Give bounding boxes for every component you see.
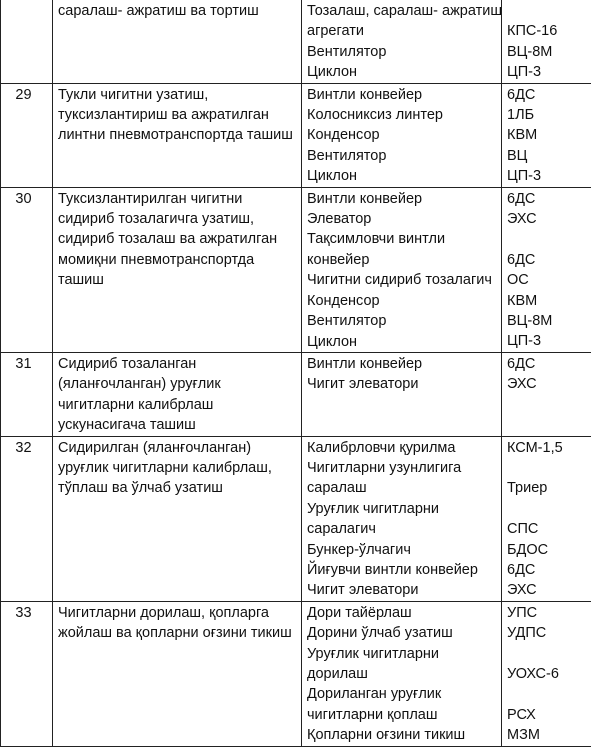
operation-cell-line: чигитларни калибрлаш <box>58 395 297 415</box>
equipment-code-cell-line: 6ДС <box>507 354 587 374</box>
equipment-code-cell-line: ОС <box>507 270 587 290</box>
equipment-cell-line: Элеватор <box>307 209 497 229</box>
equipment-code-cell-line: ВЦ-8М <box>507 311 587 331</box>
equipment-code-cell-line: 1ЛБ <box>507 105 587 125</box>
equipment-cell-line: Колосниксиз линтер <box>307 105 497 125</box>
equipment-code-cell <box>502 436 591 601</box>
equipment-cell-line: Йиғувчи винтли конвейер <box>307 560 497 580</box>
operation-cell <box>53 83 302 187</box>
equipment-cell-line: Калибрловчи қурилма <box>307 438 497 458</box>
equipment-cell-line: Циклон <box>307 62 497 82</box>
equipment-code-cell-line: КВМ <box>507 291 587 311</box>
equipment-cell-line: Винтли конвейер <box>307 85 497 105</box>
row-number: 33 <box>1 601 53 746</box>
equipment-code-cell-line: КВМ <box>507 125 587 145</box>
table-row <box>1 83 591 187</box>
equipment-cell <box>302 83 502 187</box>
equipment-code-cell-line: 6ДС <box>507 189 587 209</box>
operation-cell-line: Чигитларни дорилаш, қопларга <box>58 603 297 623</box>
equipment-code-cell-line: СПС <box>507 519 587 539</box>
operation-cell-line: ташиш <box>58 270 297 290</box>
equipment-code-cell-line <box>507 458 587 478</box>
equipment-code-cell-line: УОХС-6 <box>507 664 587 684</box>
equipment-code-cell-line <box>507 1 587 21</box>
equipment-cell-line: саралаш <box>307 478 497 498</box>
equipment-cell-line: Тақсимловчи винтли <box>307 229 497 249</box>
operation-cell-line: (яланғочланган) уруғлик <box>58 374 297 394</box>
operation-cell-line: саралаш- ажратиш ва тортиш <box>58 1 297 21</box>
equipment-code-cell-line <box>507 644 587 664</box>
equipment-code-cell-line: ВЦ <box>507 146 587 166</box>
equipment-code-cell <box>502 352 591 436</box>
equipment-code-cell-line: БДОС <box>507 540 587 560</box>
row-number: 29 <box>1 83 53 187</box>
operation-cell-line: сидириб тозалаш ва ажратилган <box>58 229 297 249</box>
equipment-code-cell <box>502 83 591 187</box>
equipment-cell-line: Бункер-ўлчагич <box>307 540 497 560</box>
equipment-code-cell-line: ЭХС <box>507 580 587 600</box>
equipment-code-cell-line: РСХ <box>507 705 587 725</box>
equipment-cell-line: Вентилятор <box>307 42 497 62</box>
equipment-code-cell-line <box>507 684 587 704</box>
equipment-cell-line: чигитларни қоплаш <box>307 705 497 725</box>
equipment-cell <box>302 352 502 436</box>
equipment-code-cell-line: Триер <box>507 478 587 498</box>
table-row <box>1 0 591 83</box>
operation-cell <box>53 187 302 352</box>
equipment-cell-line: Чигит элеватори <box>307 580 497 600</box>
equipment-table-body <box>1 0 591 746</box>
operation-cell-line: момиқни пневмотранспортда <box>58 250 297 270</box>
equipment-cell-line: Дори тайёрлаш <box>307 603 497 623</box>
equipment-code-cell-line: КПС-16 <box>507 21 587 41</box>
equipment-cell-line: Уруғлик чигитларни <box>307 644 497 664</box>
equipment-code-cell-line: УПС <box>507 603 587 623</box>
operation-cell <box>53 601 302 746</box>
operation-cell-line: тўплаш ва ўлчаб узатиш <box>58 478 297 498</box>
equipment-cell-line: Конденсор <box>307 291 497 311</box>
equipment-cell-line: Винтли конвейер <box>307 189 497 209</box>
operation-cell-line: Сидириб тозаланган <box>58 354 297 374</box>
operation-cell-line: сидириб тозалагичга узатиш, <box>58 209 297 229</box>
equipment-code-cell <box>502 0 591 83</box>
equipment-code-cell-line: ЦП-3 <box>507 331 587 351</box>
equipment-cell-line: Чигитларни узунлигига <box>307 458 497 478</box>
equipment-cell-line: Уруғлик чигитларни <box>307 499 497 519</box>
operation-cell <box>53 0 302 83</box>
equipment-code-cell-line: ЭХС <box>507 209 587 229</box>
equipment-code-cell-line: ВЦ-8М <box>507 42 587 62</box>
equipment-code-cell-line: ЦП-3 <box>507 62 587 82</box>
operation-cell-line: ускунасигача ташиш <box>58 415 297 435</box>
equipment-cell <box>302 187 502 352</box>
table-row <box>1 187 591 352</box>
equipment-code-cell-line: 6ДС <box>507 560 587 580</box>
operation-cell <box>53 352 302 436</box>
operation-cell-line: уруғлик чигитларни калибрлаш, <box>58 458 297 478</box>
equipment-cell <box>302 0 502 83</box>
equipment-cell-line: дорилаш <box>307 664 497 684</box>
equipment-cell <box>302 601 502 746</box>
equipment-cell-line: Вентилятор <box>307 311 497 331</box>
equipment-code-cell-line: УДПС <box>507 623 587 643</box>
equipment-code-cell <box>502 187 591 352</box>
equipment-cell <box>302 436 502 601</box>
table-row <box>1 436 591 601</box>
operation-cell-line: Туксизлантирилган чигитни <box>58 189 297 209</box>
operation-cell-line: Сидирилган (яланғочланган) <box>58 438 297 458</box>
equipment-code-cell-line <box>507 499 587 519</box>
row-number: 31 <box>1 352 53 436</box>
equipment-cell-line: Циклон <box>307 166 497 186</box>
equipment-cell-line: Вентилятор <box>307 146 497 166</box>
equipment-code-cell-line <box>507 229 587 249</box>
equipment-code-cell-line: ЦП-3 <box>507 166 587 186</box>
equipment-code-cell-line: МЗМ <box>507 725 587 745</box>
equipment-cell-line: Винтли конвейер <box>307 354 497 374</box>
operation-cell-line: Тукли чигитни узатиш, <box>58 85 297 105</box>
equipment-cell-line: саралагич <box>307 519 497 539</box>
row-number: 32 <box>1 436 53 601</box>
equipment-code-cell-line: ЭХС <box>507 374 587 394</box>
operation-cell-line: линтни пневмотранспортда ташиш <box>58 125 297 145</box>
equipment-code-cell-line: 6ДС <box>507 85 587 105</box>
operation-cell-line: жойлаш ва қопларни оғзини тикиш <box>58 623 297 643</box>
equipment-code-cell-line: КСМ-1,5 <box>507 438 587 458</box>
equipment-cell-line: Тозалаш, саралаш- ажратиш <box>307 1 497 21</box>
operation-cell-line: туксизлантириш ва ажратилган <box>58 105 297 125</box>
equipment-cell-line: конвейер <box>307 250 497 270</box>
equipment-cell-line: Дорини ўлчаб узатиш <box>307 623 497 643</box>
operation-cell <box>53 436 302 601</box>
table-row <box>1 352 591 436</box>
equipment-cell-line: Чигит элеватори <box>307 374 497 394</box>
equipment-code-cell <box>502 601 591 746</box>
row-number: 30 <box>1 187 53 352</box>
equipment-cell-line: агрегати <box>307 21 497 41</box>
table-row <box>1 601 591 746</box>
equipment-code-cell-line: 6ДС <box>507 250 587 270</box>
equipment-cell-line: Чигитни сидириб тозалагич <box>307 270 497 290</box>
equipment-cell-line: Дориланган уруғлик <box>307 684 497 704</box>
equipment-cell-line: Қопларни оғзини тикиш <box>307 725 497 745</box>
row-number <box>1 0 53 83</box>
equipment-cell-line: Циклон <box>307 332 497 352</box>
equipment-cell-line: Конденсор <box>307 125 497 145</box>
